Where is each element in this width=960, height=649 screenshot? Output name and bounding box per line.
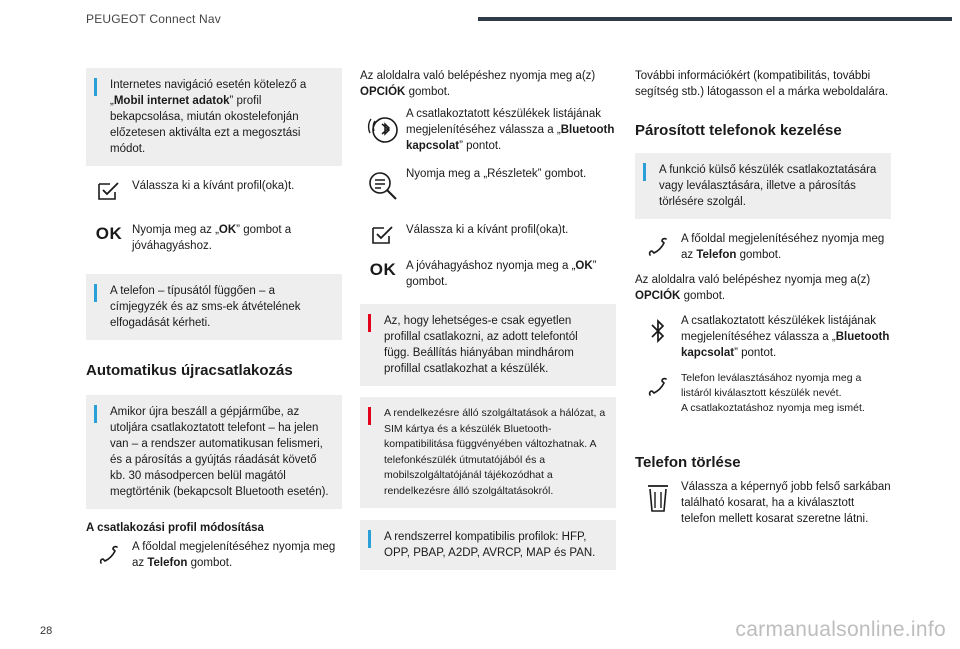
phone-handset-icon [635, 231, 681, 259]
magnifier-list-icon [360, 166, 406, 204]
phone-handset-icon [86, 539, 132, 567]
info-marker-icon [94, 78, 97, 96]
info-box-profiles: A rendszerrel kompatibilis profilok: HFP, OPP, PBAP, A2DP, AVRCP, MAP és PAN. [360, 520, 616, 570]
bluetooth-search-icon [360, 106, 406, 146]
warning-box-profile: Az, hogy lehetséges-e csak egyetlen profillal csatlakozni, az adott telefontól függ. Beállítás hiányában mindhárom profillal csatlakozhat a készülék. [360, 304, 616, 386]
trash-icon [635, 479, 681, 513]
step-select-profile: Válassza ki a kívánt profil(oka)t. [86, 178, 342, 200]
step-confirm-ok: OK Nyomja meg az „OK” gombot a jóváhagyáshoz. [86, 222, 342, 254]
info-marker-icon [94, 284, 97, 302]
step-home-phone: A főoldal megjelenítéséhez nyomja meg az Telefon gombot. [635, 231, 891, 263]
step-delete: Válassza a képernyő jobb felső sarkában található kosarat, ha a kiválasztott telefon mellett kosarat szeretne látni. [635, 479, 891, 527]
step-confirm-ok: OK A jóváhagyáshoz nyomja meg a „OK” gombot. [360, 258, 616, 290]
step-home-phone: A főoldal megjelenítéséhez nyomja meg az Telefon gombot. [86, 539, 342, 571]
warning-marker-icon [368, 407, 371, 425]
info-box-phone: A telefon – típusától függően – a címjegyzék és az sms-ek átvételének elfogadását kérheti. [86, 274, 342, 340]
info-marker-icon [368, 530, 371, 548]
phone-handset-icon [635, 371, 681, 399]
running-header: PEUGEOT Connect Nav [86, 12, 221, 26]
bluetooth-icon [635, 313, 681, 347]
options-intro: Az aloldalra való belépéshez nyomja meg a(z) OPCIÓK gombot. [635, 274, 871, 302]
step-bluetooth-connection: A csatlakoztatott készülékek listájának megjelenítéséhez válassza a „Bluetooth kapcsolat” pontot. [360, 106, 616, 154]
info-box-paired: A funkció külső készülék csatlakoztatására vagy leválasztására, illetve a párosítás törlésére szolgál. [635, 153, 891, 219]
warning-marker-icon [368, 314, 371, 332]
page-number: 28 [40, 625, 53, 637]
info-box-auto: Amikor újra beszáll a gépjárműbe, az utoljára csatlakoztatott telefont – ha jelen van – a rendszer automatikusan felismeri, és a párosítás a gyújtás ráadását követő kb. 30 másodpercen belül magától megtörténik (bekapcsolt Bluetooth esetén). [86, 395, 342, 509]
checkbox-icon [86, 178, 132, 200]
subheading-profile: A csatlakozási profil módosítása [86, 522, 264, 534]
column-2 [360, 68, 616, 570]
column-1 [86, 68, 342, 571]
warning-box-services: A rendelkezésre álló szolgáltatások a hálózat, a SIM kártya és a készülék Bluetooth-kompatibilitása függvényében változhatnak. A telefonkészülék útmutatójából és a mobilszolgáltatójánál tájékozódhat a rendelkezésre álló szolgáltatásokról. [360, 397, 616, 508]
ok-icon: OK [95, 224, 123, 243]
options-intro: Az aloldalra való belépéshez nyomja meg a(z) OPCIÓK gombot. [360, 70, 596, 98]
step-disconnect: Telefon leválasztásához nyomja meg a listáról kiválasztott készülék nevét. A csatlakoztatáshoz nyomja meg ismét. [635, 371, 891, 416]
watermark: carmanualsonline.info [735, 618, 946, 641]
info-marker-icon [94, 405, 97, 423]
info-box-internet: Internetes navigáció esetén kötelező a „Mobil internet adatok” profil bekapcsolása, miután okostelefonján előzetesen aktiválta ezt a megosztási módot. [86, 68, 342, 166]
info-marker-icon [643, 163, 646, 181]
ok-icon: OK [369, 260, 397, 279]
column-3 [635, 68, 891, 527]
checkbox-icon [360, 222, 406, 244]
step-bluetooth-connection: A csatlakoztatott készülékek listájának megjelenítéséhez válassza a „Bluetooth kapcsolat” pontot. [635, 313, 891, 361]
heading-paired-phones: Párosított telefonok kezelése [635, 122, 842, 139]
heading-delete-phone: Telefon törlése [635, 454, 741, 471]
more-info-text: További információkért (kompatibilitás, további segítség stb.) látogasson el a márka weboldalára. [635, 70, 889, 98]
step-select-profile: Válassza ki a kívánt profil(oka)t. [360, 222, 616, 244]
header-bar [478, 17, 952, 21]
step-details: Nyomja meg a „Részletek” gombot. [360, 166, 616, 204]
heading-auto-reconnect: Automatikus újracsatlakozás [86, 362, 293, 379]
